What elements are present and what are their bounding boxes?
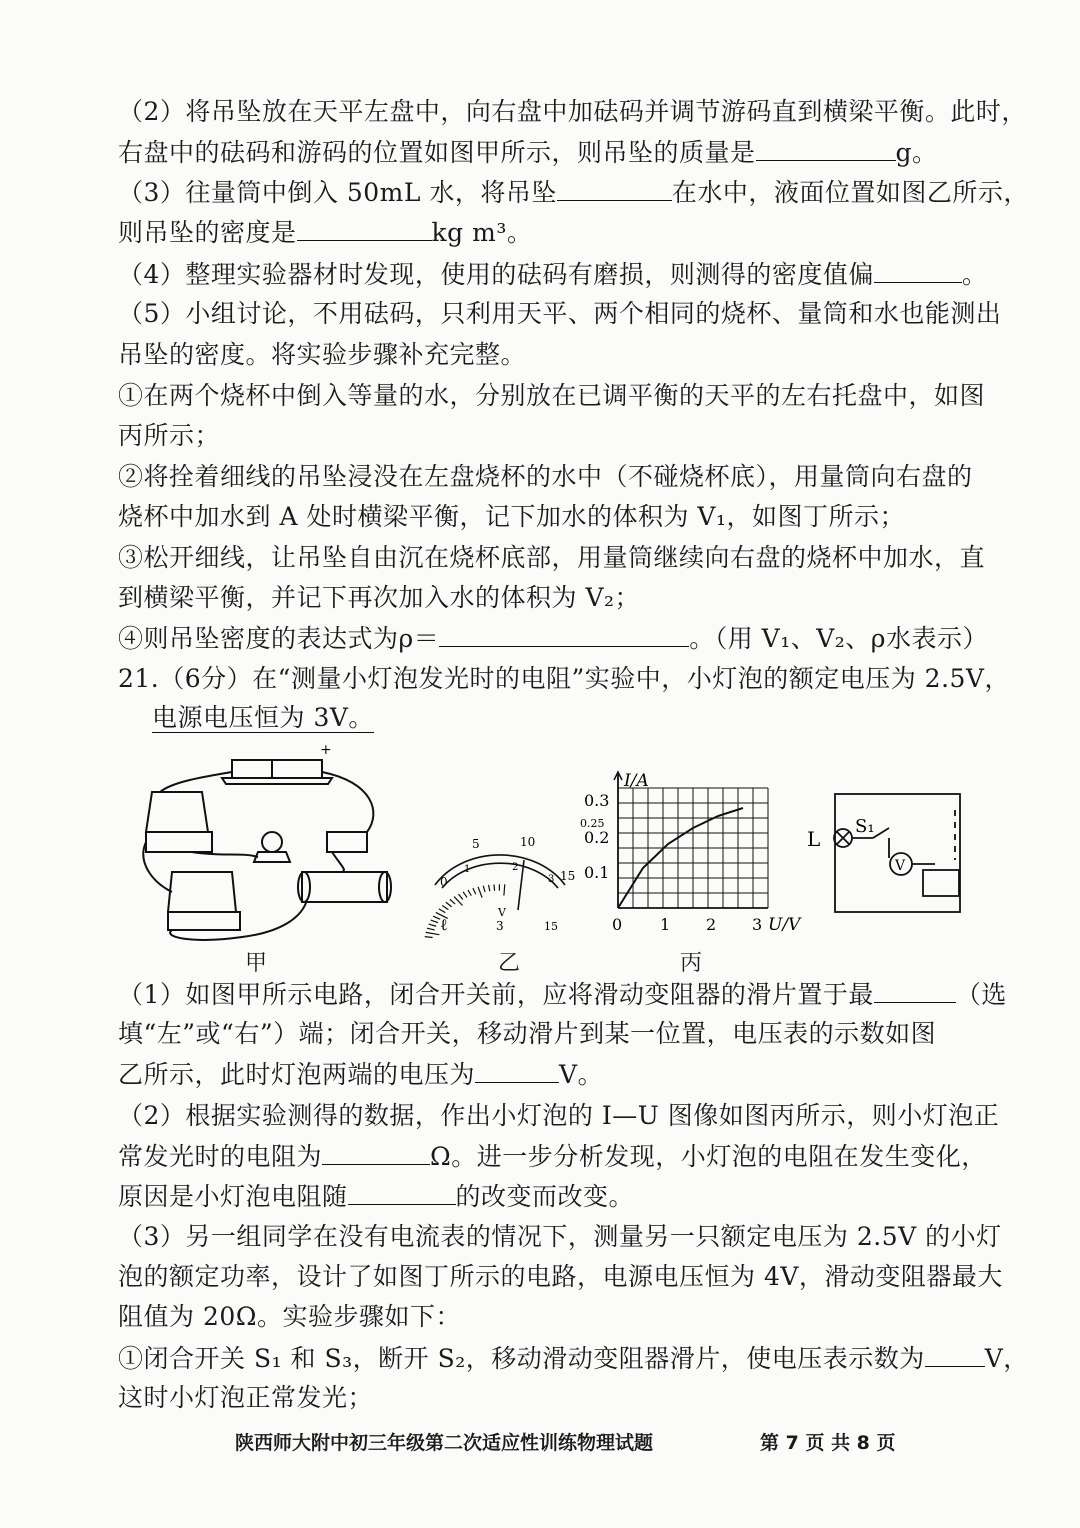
- svg-text:0: 0: [440, 875, 448, 889]
- rated-voltage-blank[interactable]: [925, 1338, 985, 1367]
- svg-text:3: 3: [496, 919, 504, 933]
- dial-tick: [442, 905, 448, 909]
- svg-text:5: 5: [472, 837, 480, 851]
- svg-text:15: 15: [560, 869, 576, 883]
- figure-jia-apparatus: [132, 732, 402, 947]
- bias-blank[interactable]: [874, 254, 962, 283]
- step1-line2: 丙所示；: [118, 421, 221, 450]
- dial-tick: [478, 887, 482, 898]
- q21-1-line2: 填“左”或“右”）端；闭合开关，移动滑片到某一位置，电压表的示数如图: [118, 1019, 937, 1048]
- q21-1-line1: （1）如图甲所示电路，闭合开关前，应将滑动变阻器的滑片置于最 （选: [118, 974, 988, 1015]
- figure-label-yi: 乙: [498, 951, 521, 976]
- q21-line2: 电源电压恒为 3V。: [152, 703, 374, 732]
- immerse-blank[interactable]: [557, 172, 672, 201]
- svg-text:V: V: [498, 906, 506, 919]
- step2-line1: ②将拴着细线的吊坠浸没在左盘烧杯的水中（不碰烧杯底），用量筒向右盘的: [118, 462, 973, 491]
- svg-text:2: 2: [512, 862, 519, 873]
- footer-page-number: 第 7 页 共 8 页: [760, 1432, 896, 1454]
- step1-line1: ①在两个烧杯中倒入等量的水，分别放在已调平衡的天平的左右托盘中，如图: [118, 381, 986, 410]
- dial-tick: [473, 888, 476, 894]
- figure-label-jia: 甲: [245, 951, 268, 976]
- voltage-blank[interactable]: [475, 1054, 559, 1083]
- resistance-blank[interactable]: [322, 1136, 430, 1165]
- dial-tick: [504, 884, 505, 895]
- density-blank[interactable]: [297, 212, 432, 241]
- q20-2-line1: （2）将吊坠放在天平左盘中，向右盘中加砝码并调节游码直到横梁平衡。此时，: [118, 97, 1027, 126]
- footer-title: 陕西师大附中初三年级第二次适应性训练物理试题: [235, 1432, 654, 1454]
- figure-label-bing: 丙: [680, 951, 703, 976]
- figure-bing-graph: [578, 770, 821, 940]
- dial-tick: [425, 937, 433, 938]
- dial-tick: [450, 899, 455, 904]
- svg-text:0.1: 0.1: [584, 863, 610, 882]
- q20-4-line: （4）整理实验器材时发现，使用的砝码有磨损，则测得的密度值偏 。: [118, 254, 988, 295]
- q21-step1-line2: 这时小灯泡正常发光；: [118, 1383, 374, 1412]
- svg-text:3: 3: [548, 874, 555, 885]
- graph-x-label: U/V: [768, 915, 801, 935]
- dial-tick: [458, 894, 462, 899]
- q21-step1-line1: ①闭合开关 S₁ 和 S₃，断开 S₂，移动滑动变阻器滑片，使电压表示数为 V，: [118, 1338, 988, 1379]
- q21-2-line3: 原因是小灯泡电阻随 的改变而改变。: [118, 1176, 988, 1217]
- svg-text:15: 15: [544, 920, 558, 933]
- svg-text:1: 1: [660, 915, 671, 934]
- step2-line2: 烧杯中加水到 A 处时横梁平衡，记下加水的体积为 V₁，如图丁所示；: [118, 502, 905, 531]
- q21-3-line2: 泡的额定功率，设计了如图丁所示的电路，电源电压恒为 4V，滑动变阻器最大: [118, 1262, 1003, 1291]
- figure-yi-voltmeter: [420, 830, 580, 940]
- dial-tick: [489, 885, 490, 891]
- q20-3-line1: （3）往量筒中倒入 50mL 水，将吊坠 在水中，液面位置如图乙所示，: [118, 172, 988, 213]
- voltmeter-label: V: [895, 858, 906, 874]
- expression-blank[interactable]: [439, 618, 689, 647]
- q21-3-line1: （3）另一组同学在没有电流表的情况下，测量另一只额定电压为 2.5V 的小灯: [118, 1222, 1002, 1251]
- q20-3-line2: 则吊坠的密度是 kg m³。: [118, 212, 988, 253]
- dial-tick: [494, 884, 495, 890]
- dial-tick: [429, 924, 437, 926]
- graph-y-label: I/A: [624, 771, 649, 791]
- step3-line1: ③松开细线，让吊坠自由沉在烧杯底部，用量筒继续向右盘的烧杯中加水，直: [118, 543, 986, 572]
- svg-text:0.2: 0.2: [584, 828, 610, 847]
- figure-ding-circuit: [805, 780, 975, 920]
- slider-end-blank[interactable]: [874, 974, 956, 1003]
- q21-1-line3: 乙所示，此时灯泡两端的电压为 V。: [118, 1054, 988, 1095]
- mass-blank[interactable]: [756, 132, 896, 161]
- svg-text:3: 3: [752, 915, 763, 934]
- dial-tick: [431, 920, 438, 923]
- svg-text:1: 1: [464, 864, 471, 875]
- dial-tick: [439, 909, 445, 913]
- svg-text:0.25: 0.25: [580, 817, 605, 830]
- step3-line2: 到横梁平衡，并记下再次加入水的体积为 V₂；: [118, 583, 641, 612]
- q20-2-line2: 右盘中的砝码和游码的位置如图甲所示，则吊坠的质量是 g。: [118, 132, 988, 173]
- dial-tick: [483, 886, 485, 892]
- q21-line1: 21.（6分）在“测量小灯泡发光时的电阻”实验中，小灯泡的额定电压为 2.5V，: [118, 664, 1010, 693]
- lamp-label: L: [807, 827, 821, 851]
- step4-line: ④则吊坠密度的表达式为ρ＝ 。（用 V₁、V₂、ρ水表示）: [118, 618, 988, 659]
- svg-text:ℓ: ℓ: [440, 915, 448, 934]
- q21-2-line1: （2）根据实验测得的数据，作出小灯泡的 I—U 图像如图丙所示，则小灯泡正: [118, 1101, 1000, 1130]
- svg-text:0.3: 0.3: [584, 791, 610, 810]
- q20-5-line2: 吊坠的密度。将实验步骤补充完整。: [118, 340, 527, 369]
- svg-text:+: +: [320, 742, 332, 758]
- svg-text:0: 0: [612, 915, 623, 934]
- q20-5-line1: （5）小组讨论，不用砝码，只利用天平、两个相同的烧杯、量筒和水也能测出: [118, 299, 1002, 328]
- dial-tick: [426, 932, 440, 934]
- q21-3-line3: 阻值为 20Ω。实验步骤如下：: [118, 1302, 461, 1331]
- dial-tick: [468, 890, 471, 896]
- svg-text:10: 10: [520, 835, 536, 849]
- svg-text:2: 2: [706, 915, 717, 934]
- switch-label: S₁: [855, 816, 875, 837]
- dial-tick: [427, 928, 435, 930]
- dial-tick: [446, 902, 452, 906]
- q21-2-line2: 常发光时的电阻为 Ω。进一步分析发现，小灯泡的电阻在发生变化，: [118, 1136, 988, 1177]
- dial-tick: [463, 892, 467, 898]
- cause-blank[interactable]: [348, 1176, 456, 1205]
